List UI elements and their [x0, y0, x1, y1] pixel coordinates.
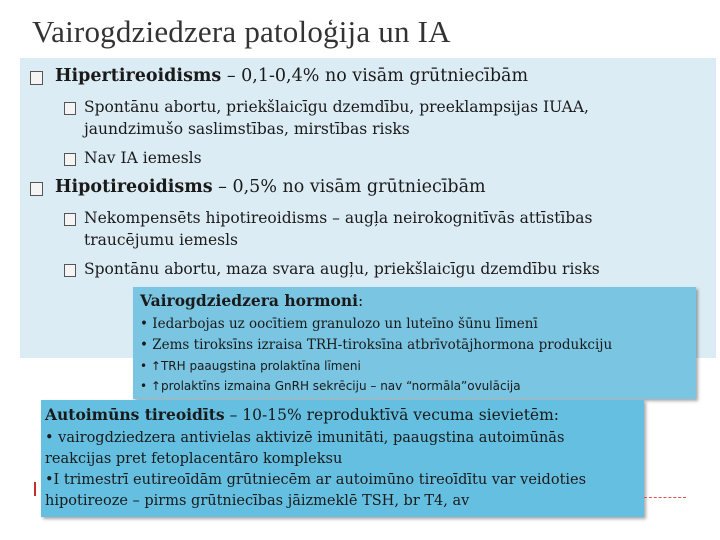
hypothyroidism-rate: – 0,5% no visām grūtniecībām	[212, 177, 486, 197]
bullet-box-icon	[64, 213, 76, 226]
bullet-box-icon	[30, 182, 43, 196]
sub-bullet-hypo-risks	[64, 258, 704, 280]
hormones-line-3: • ↑TRH paaugstina prolaktīna līmeni	[140, 359, 361, 373]
line: Nekompensēts hipotireoidisms – augļa neirokognitīvās attīstības	[84, 209, 593, 227]
sub-bullet-text	[84, 207, 593, 251]
bullet-text	[55, 177, 486, 197]
line: jaundzimušo saslimstības, mirstības risks	[84, 120, 410, 138]
sub-bullet-text: Spontānu abortu, maza svara augļu, priekšlaicīgu dzemdību risks	[84, 260, 600, 278]
line: traucējumu iemesls	[84, 231, 238, 249]
autoimmune-heading-rest: – 10-15% reproduktīvā vecuma sievietēm:	[224, 406, 560, 424]
slide-title: Vairogdziedzera patoloģija un IA	[32, 14, 451, 49]
hyperthyroidism-rate: – 0,1-0,4% no visām grūtniecībām	[221, 66, 529, 86]
bullet-text	[55, 66, 528, 86]
bullet-box-icon	[64, 264, 76, 277]
sub-bullet-hyper-not-cause	[64, 147, 704, 169]
autoimmune-line-4: hipotireoze – pirms grūtniecības jāizmeklē TSH, br T4, av	[45, 493, 470, 509]
hypothyroidism-term: Hipotireoidisms	[55, 177, 213, 197]
sub-bullet-text	[84, 96, 589, 140]
bullet-box-icon	[30, 71, 43, 85]
bullet-box-icon	[64, 153, 76, 166]
hormones-line-4: • ↑prolaktīns izmaina GnRH sekrēciju – nav “normāla”ovulācija	[140, 379, 521, 393]
autoimmune-heading-text: Autoimūns tireoidīts	[45, 405, 225, 424]
bullet-hyperthyroidism	[30, 66, 528, 86]
hormones-line-2: • Zems tiroksīns izraisa TRH-tiroksīna atbrīvotājhormona produkciju	[140, 337, 613, 353]
hormones-heading	[140, 291, 363, 310]
autoimmune-line-2: reakcijas pret fetoplacentāro kompleksu	[45, 451, 343, 467]
decorative-tick-mark	[34, 482, 36, 496]
bullet-box-icon	[64, 102, 76, 115]
bullet-hypothyroidism	[30, 177, 486, 197]
autoimmune-heading	[45, 405, 559, 424]
decorative-dashed-line	[644, 497, 686, 498]
autoimmune-line-3: •I trimestrī eutireoīdām grūtniecēm ar autoimūno tireoīdītu var veidoties	[45, 472, 587, 488]
autoimmune-line-1: • vairogdziedzera antivielas aktivizē imunitāti, paaugstina autoimūnās	[45, 430, 565, 446]
hormones-heading-text: Vairogdziedzera hormoni	[140, 291, 359, 310]
autoimmune-thyroiditis-box	[41, 400, 644, 517]
thyroid-hormones-box	[133, 287, 696, 399]
sub-bullet-hypo-neuro	[64, 207, 704, 251]
sub-bullet-text: Nav IA iemesls	[84, 149, 202, 167]
hyperthyroidism-term: Hipertireoidisms	[55, 66, 222, 86]
hormones-heading-colon: :	[358, 292, 364, 310]
hormones-line-1: • Iedarbojas uz oocītiem granulozo un luteīno šūnu līmenī	[140, 316, 538, 332]
sub-bullet-hyper-risks	[64, 96, 704, 140]
line: Spontānu abortu, priekšlaicīgu dzemdību, preeklampsijas IUAA,	[84, 98, 589, 116]
